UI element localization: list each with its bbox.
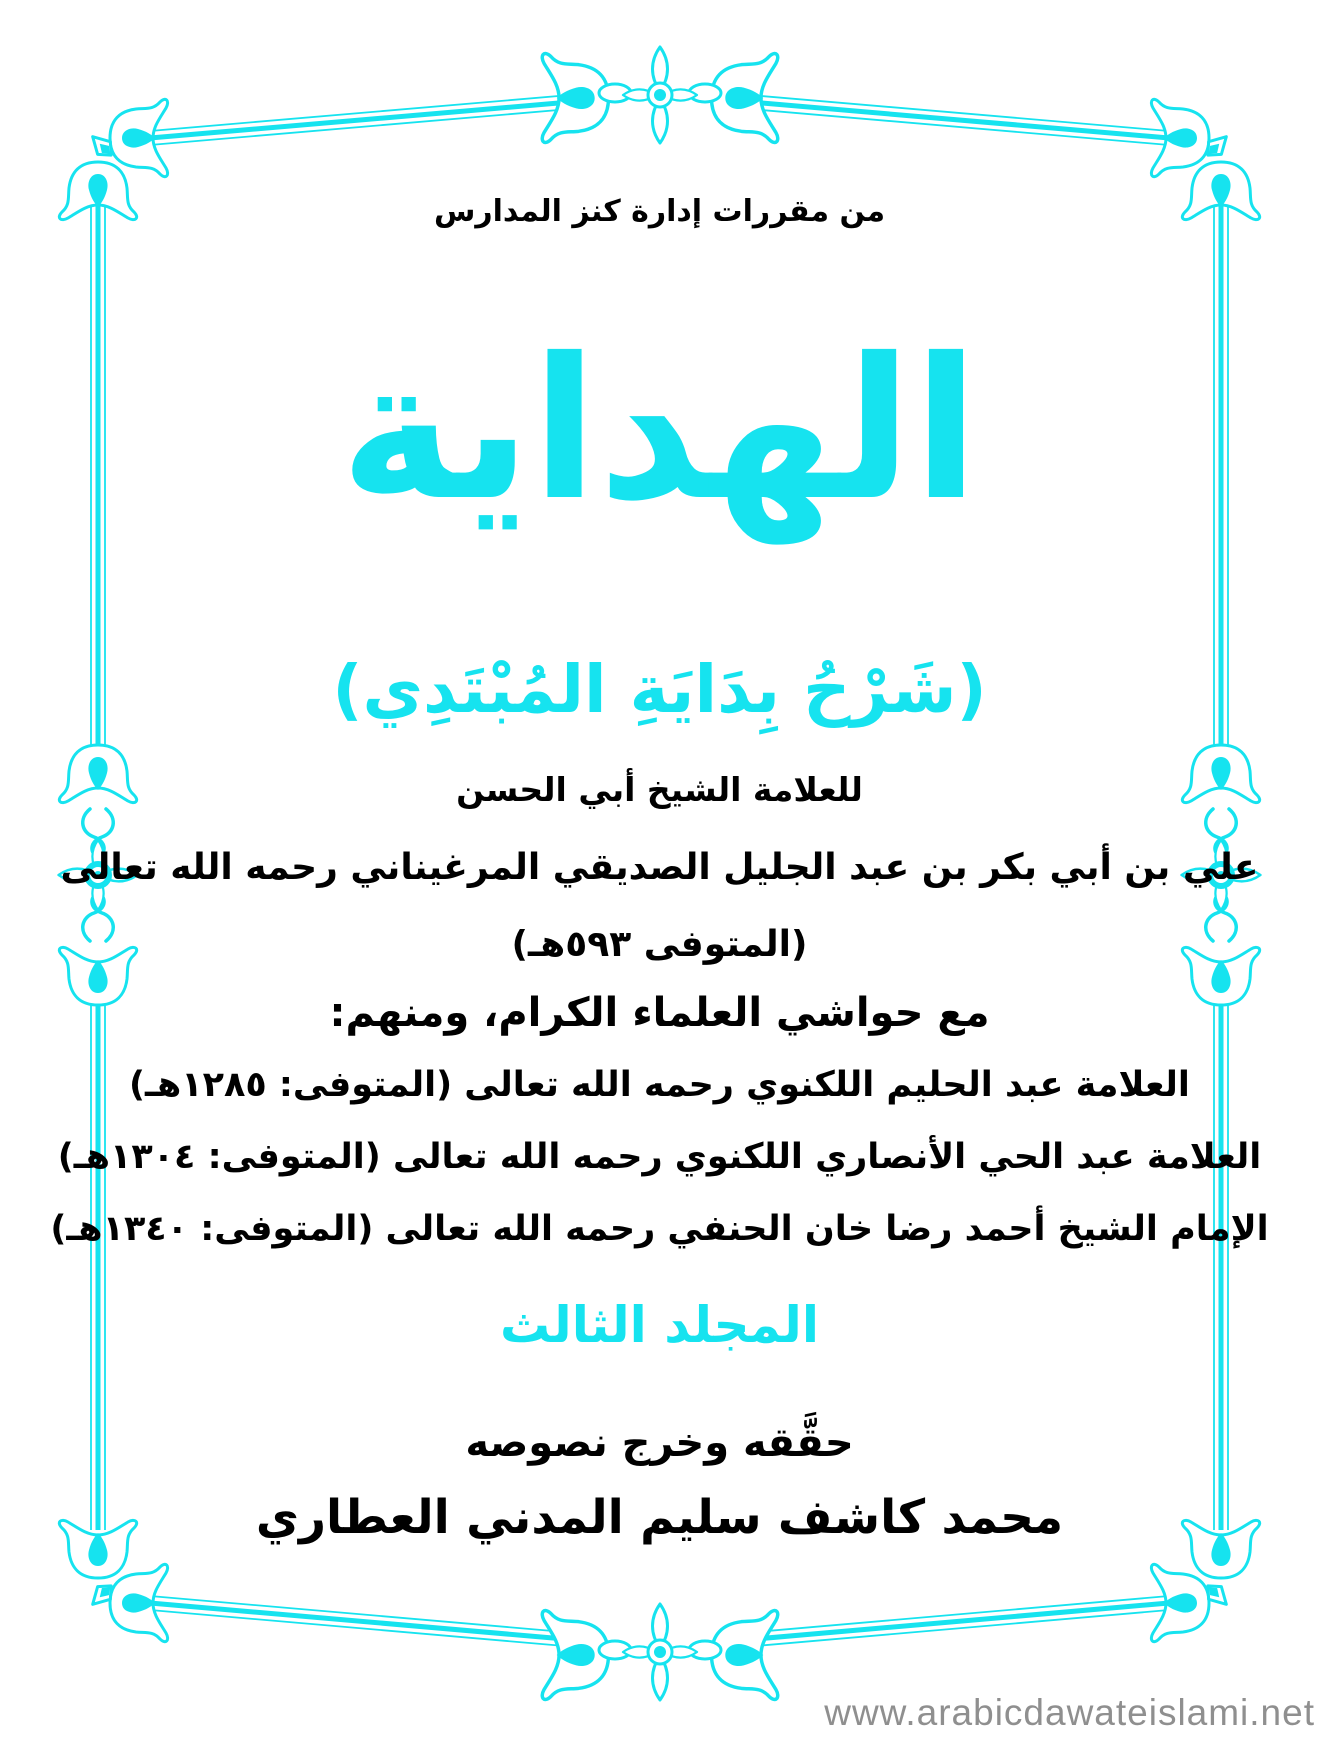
author-honorific: للعلامة الشيخ أبي الحسن [456, 770, 863, 809]
editor-name: محمد كاشف سليم المدني العطاري [255, 1490, 1064, 1545]
editor-intro: حقَّقه وخرج نصوصه [465, 1420, 854, 1466]
scholar-line: العلامة عبد الحي الأنصاري اللكنوي رحمه الله تعالى (المتوفى: ١٣٠٤هـ) [57, 1137, 1262, 1177]
scholar-line: الإمام الشيخ أحمد رضا خان الحنفي رحمه الله تعالى (المتوفى: ١٣٤٠هـ) [50, 1209, 1269, 1249]
book-subtitle: (شَرْحُ بِدَايَةِ المُبْتَدِي) [332, 651, 987, 728]
scholar-line: العلامة عبد الحليم اللكنوي رحمه الله تعالى (المتوفى: ١٢٨٥هـ) [129, 1065, 1190, 1105]
volume-label: المجلد الثالث [500, 1296, 819, 1354]
hawashi-intro: مع حواشي العلماء الكرام، ومنهم: [329, 990, 990, 1036]
series-note: من مقررات إدارة كنز المدارس [433, 194, 886, 229]
author-death-date: (المتوفى ٥٩٣هـ) [511, 924, 808, 965]
book-title: الهداية [339, 316, 980, 543]
author-name: علي بن أبي بكر بن عبد الجليل الصديقي المرغيناني رحمه الله تعالى [60, 847, 1259, 888]
watermark-url: www.arabicdawateislami.net [824, 1692, 1315, 1733]
